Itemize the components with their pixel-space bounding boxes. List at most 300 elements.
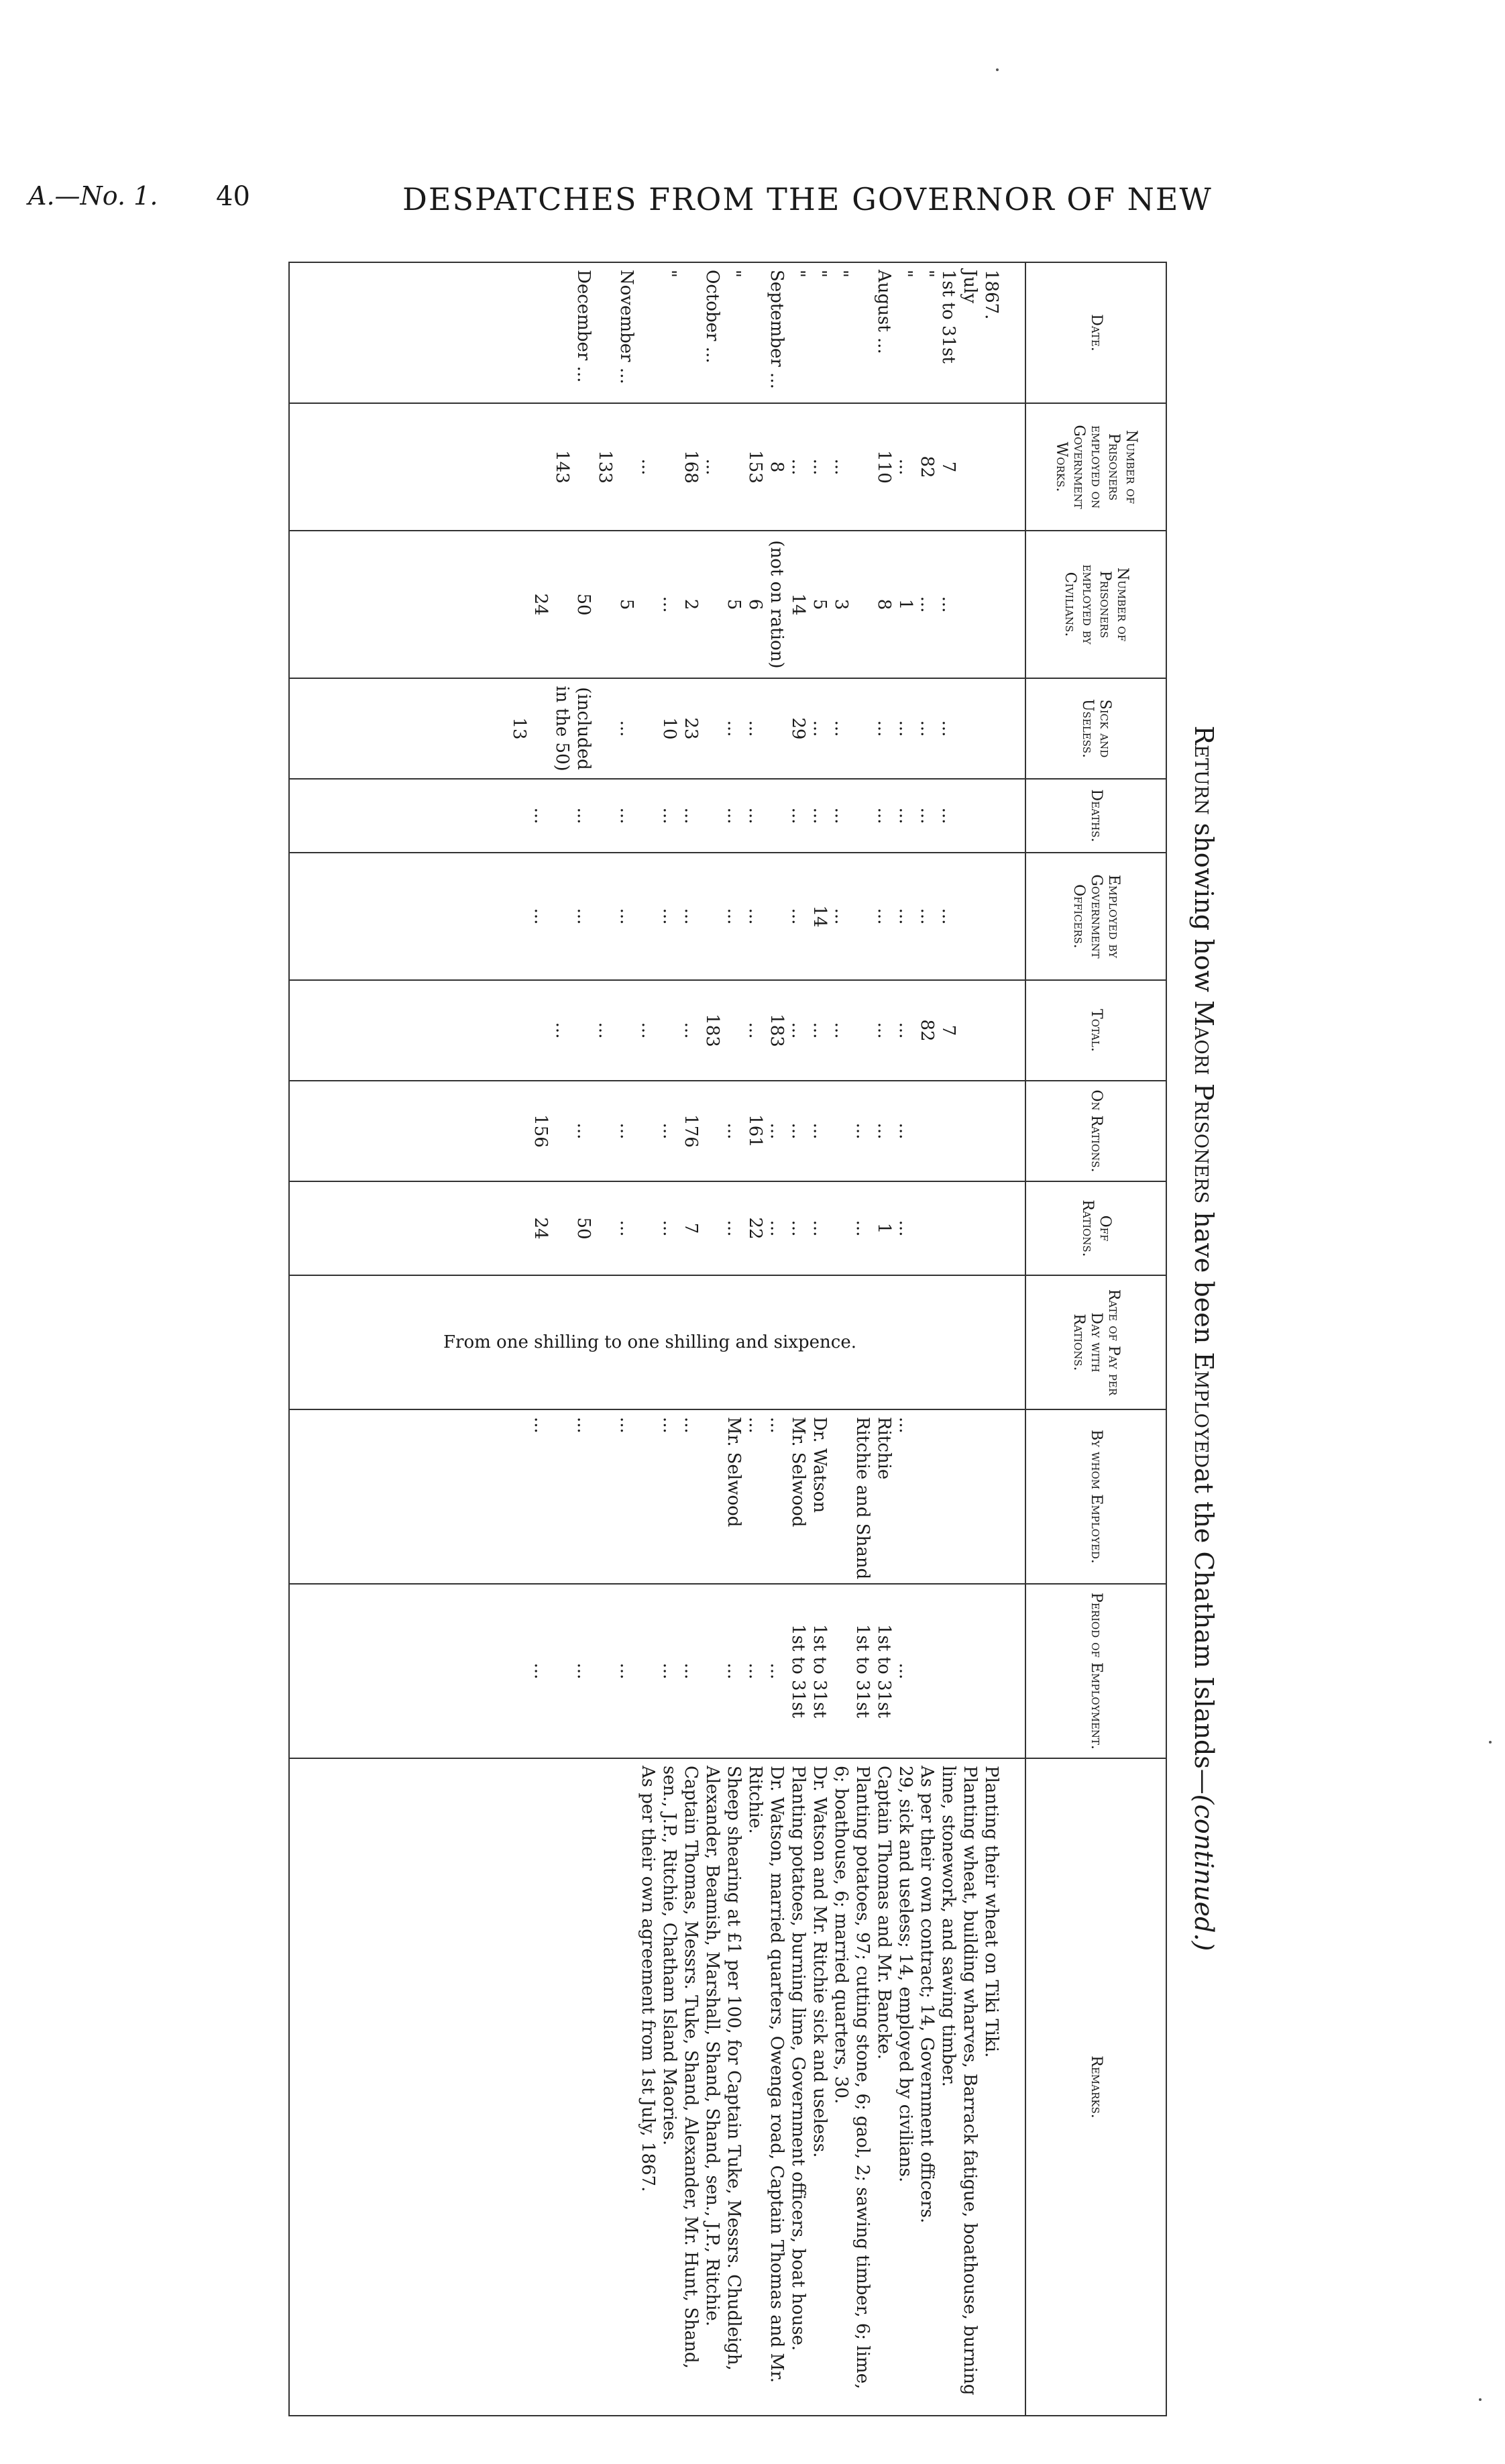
table-cell-line xyxy=(551,538,573,671)
table-cell-line xyxy=(616,411,637,523)
table-cell-line xyxy=(637,538,659,671)
table-cell-line: ... xyxy=(531,1417,551,1434)
table-cell-line: ... xyxy=(745,1417,765,1434)
table-cell-line: ... xyxy=(810,720,830,737)
table-cell-line: ... xyxy=(810,458,830,476)
table-cell-line xyxy=(766,786,787,845)
col-on-rations: On Rations. xyxy=(1025,1081,1166,1181)
table-cell-line xyxy=(981,411,1002,523)
table-cell-line: ... xyxy=(895,908,915,925)
table-cell-line xyxy=(852,538,873,671)
table-cell-line xyxy=(938,1088,959,1174)
table-cell-line: 133 xyxy=(595,450,615,484)
table-cell-line: 7 xyxy=(938,1024,958,1036)
table-cell-line: 8 xyxy=(874,598,894,610)
table-cell-line: ... xyxy=(917,908,937,925)
remarks-list xyxy=(637,1766,1002,2408)
table-cell-line: ... xyxy=(659,1662,679,1680)
table-cell-line xyxy=(916,1417,938,1576)
table-cell-line: ... xyxy=(659,908,679,925)
table-cell-line xyxy=(981,1189,1002,1268)
table-cell-line: Dr. Watson, married quarters, Owenga road, Captain Thomas and Mr. Ritchie. xyxy=(745,1766,787,2383)
table-cell-line: 14 xyxy=(810,905,830,928)
table-cell-line xyxy=(766,860,787,973)
table-cell-line: ... xyxy=(788,807,808,824)
table-cell-line xyxy=(981,538,1002,671)
table-cell-line xyxy=(959,786,981,845)
table-cell-line: ... xyxy=(616,807,636,824)
document-code: A.—No. 1. xyxy=(28,181,158,211)
table-cell-line: 14 xyxy=(788,593,808,616)
table-cell-line xyxy=(637,860,659,973)
title-prisoners: Prisoners xyxy=(1189,1083,1219,1204)
table-cell-line: ... xyxy=(659,1122,679,1140)
table-cell-line: 50 xyxy=(573,1217,594,1240)
table-cell-line: ... xyxy=(767,1122,787,1140)
table-cell-line xyxy=(573,987,594,1073)
table-cell-line xyxy=(959,987,981,1073)
table-cell-line: 7 xyxy=(938,461,958,473)
table-cell-line xyxy=(744,270,766,396)
cell-sick xyxy=(289,678,1025,779)
table-cell-line xyxy=(959,1417,981,1576)
table-cell-line xyxy=(981,1088,1002,1174)
table-cell-line: 23 xyxy=(681,717,701,740)
scan-speck xyxy=(1489,1741,1492,1744)
cell-period xyxy=(289,1584,1025,1758)
table-cell-line: October ... xyxy=(702,270,722,364)
table-cell-line: 183 xyxy=(702,1014,722,1047)
table-cell-line: ... xyxy=(917,807,937,824)
col-total: Total. xyxy=(1025,980,1166,1081)
table-cell-line: ... xyxy=(767,1662,787,1680)
table-cell-line: ... xyxy=(810,1220,830,1237)
table-cell-line: ... xyxy=(573,1122,594,1140)
table-cell-line: " xyxy=(810,270,830,278)
table-cell-line: (not on ration) xyxy=(767,540,787,669)
table-cell-line: 168 xyxy=(681,450,701,484)
table-cell-line: ... xyxy=(938,720,958,737)
table-cell-line: ... xyxy=(938,596,958,613)
col-remarks: Remarks. xyxy=(1025,1758,1166,2416)
table-cell-line xyxy=(830,1417,852,1576)
civilians-list xyxy=(530,538,1002,671)
table-cell-line xyxy=(916,1189,938,1268)
table-cell-line: ... xyxy=(831,807,851,824)
gov-works-list xyxy=(551,411,1002,523)
table-cell-line: ... xyxy=(895,1220,915,1237)
table-cell-line: 1867. xyxy=(981,270,1001,320)
table-cell-line: 1st to 31st xyxy=(938,270,958,364)
cell-gov-officers xyxy=(289,853,1025,980)
cell-on-rations xyxy=(289,1081,1025,1181)
table-cell-line: 2 xyxy=(681,598,701,610)
col-gov-works: Number of Prisoners employed on Government Works. xyxy=(1025,403,1166,531)
table-cell-line xyxy=(959,538,981,671)
date-list xyxy=(573,270,1002,396)
table-cell-line: " xyxy=(724,270,744,278)
table-cell-line: ... xyxy=(788,1122,808,1140)
table-cell-line: ... xyxy=(616,1662,636,1680)
table-cell-line: Captain Thomas and Mr. Bancke. xyxy=(874,1766,894,2060)
table-cell-line: Planting potatoes, burning lime, Government officers, boat house. xyxy=(788,1766,808,2351)
table-cell-line: 110 xyxy=(874,450,894,484)
table-cell-line xyxy=(680,270,702,396)
table-cell-line: ... xyxy=(616,1122,636,1140)
table-cell-line: ... xyxy=(874,1122,894,1140)
table-cell-line: 1 xyxy=(895,598,915,610)
table-cell-line xyxy=(938,1417,959,1576)
by-whom-list xyxy=(530,1417,1002,1580)
table-cell-line: ... xyxy=(745,908,765,925)
table-cell-line: ... xyxy=(767,1220,787,1237)
table-cell-line: ... xyxy=(724,1122,744,1140)
table-cell-line: ... xyxy=(938,807,958,824)
table-cell-line xyxy=(551,860,573,973)
table-cell-line xyxy=(938,1591,959,1751)
table-cell-line xyxy=(594,1189,616,1268)
table-cell-line xyxy=(830,1189,852,1268)
table-cell-line xyxy=(702,1417,723,1576)
table-cell-line xyxy=(981,1417,1002,1576)
col-deaths: Deaths. xyxy=(1025,779,1166,853)
col-rate: Rate of Pay per Day with Rations. xyxy=(1025,1275,1166,1409)
table-cell-line: ... xyxy=(895,1022,915,1039)
table-cell-line: ... xyxy=(552,1022,572,1039)
table-cell-line xyxy=(637,1088,659,1174)
table-cell-line: ... xyxy=(616,1220,636,1237)
table-cell-line xyxy=(852,987,873,1073)
col-date: Date. xyxy=(1025,262,1166,403)
table-cell-line: 82 xyxy=(917,456,937,478)
table-cell-line: ... xyxy=(745,1022,765,1039)
sick-list xyxy=(508,686,1002,771)
table-cell-line xyxy=(594,538,616,671)
cell-gov-works xyxy=(289,403,1025,531)
rate-note: From one shilling to one shilling and sixpence. xyxy=(443,1332,856,1352)
table-cell-line xyxy=(702,786,723,845)
table-cell-line: ... xyxy=(616,720,636,737)
table-cell-line: ... xyxy=(895,1417,915,1434)
table-cell-line: ... xyxy=(938,908,958,925)
table-cell-line: ... xyxy=(573,1662,594,1680)
table-cell-line: 10 xyxy=(659,717,679,740)
table-cell-line xyxy=(530,686,551,771)
table-cell-line xyxy=(981,860,1002,973)
table-cell-line: 161 xyxy=(745,1114,765,1148)
table-cell-line: Mr. Selwood xyxy=(788,1417,808,1528)
table-cell-line: ... xyxy=(616,1417,636,1434)
table-cell-line: in the 50) xyxy=(552,686,572,771)
table-cell-line: 176 xyxy=(681,1114,701,1148)
table-cell-line xyxy=(959,860,981,973)
table-cell-line: (included xyxy=(573,687,594,770)
table-cell-line xyxy=(702,860,723,973)
table-cell-line: 22 xyxy=(745,1217,765,1240)
table-cell-line: ... xyxy=(831,720,851,737)
table-cell-line: 50 xyxy=(573,593,594,616)
cell-off-rations xyxy=(289,1181,1025,1275)
table-cell-line: Planting wheat, building wharves, Barrack fatigue, boathouse, burning lime, stonework, and sawing timber. xyxy=(938,1766,980,2396)
table-cell-line: ... xyxy=(595,1022,615,1039)
table-cell-line: ... xyxy=(681,807,701,824)
table-cell-line: ... xyxy=(573,908,594,925)
table-cell-line: ... xyxy=(810,1122,830,1140)
gov-officers-list xyxy=(530,860,1002,973)
table-cell-line: 1st to 31st xyxy=(810,1624,830,1718)
table-cell-line: ... xyxy=(681,1417,701,1434)
table-cell-line xyxy=(551,1591,573,1751)
table-cell-line: " xyxy=(917,270,937,278)
table-cell-line: ... xyxy=(745,1662,765,1680)
table-cell-line: ... xyxy=(745,807,765,824)
rotated-return-table xyxy=(285,262,1224,2415)
table-cell-line xyxy=(594,270,616,396)
title-rest: at the Chatham Islands— xyxy=(1189,1468,1219,1795)
cell-civilians xyxy=(289,531,1025,678)
cell-total xyxy=(289,980,1025,1081)
table-cell-line: ... xyxy=(531,807,551,824)
table-cell-line: 8 xyxy=(767,461,787,473)
title-continued: (continued.) xyxy=(1189,1794,1219,1951)
table-cell-line: ... xyxy=(531,908,551,925)
table-cell-line xyxy=(702,686,723,771)
table-cell-line xyxy=(723,411,744,523)
table-cell-line: ... xyxy=(874,1022,894,1039)
table-cell-line: ... xyxy=(638,458,658,476)
table-cell-line: ... xyxy=(681,1662,701,1680)
table-cell-line: ... xyxy=(831,458,851,476)
table-title xyxy=(1184,262,1224,2415)
table-cell-line: ... xyxy=(852,1220,873,1237)
table-cell-line: ... xyxy=(724,1220,744,1237)
table-cell-line: ... xyxy=(659,807,679,824)
table-cell-line: 3 xyxy=(831,598,851,610)
table-cell-line: ... xyxy=(810,807,830,824)
table-cell-line: As per their own contract; 14, Government officers. xyxy=(917,1766,937,2224)
table-cell-line: ... xyxy=(831,1022,851,1039)
table-cell-line xyxy=(551,1417,573,1576)
table-cell-line xyxy=(551,1189,573,1268)
table-cell-line: Mr. Selwood xyxy=(724,1417,744,1528)
on-rations-list xyxy=(530,1088,1002,1174)
table-cell-line: Dr. Watson xyxy=(810,1417,830,1513)
table-cell-line xyxy=(551,1088,573,1174)
table-cell-line: ... xyxy=(895,1122,915,1140)
table-cell-line xyxy=(852,786,873,845)
header-row xyxy=(1025,262,1166,2416)
table-cell-line xyxy=(959,411,981,523)
table-cell-line: ... xyxy=(681,908,701,925)
table-cell-line: ... xyxy=(616,908,636,925)
table-cell-line: 13 xyxy=(509,717,529,740)
table-cell-line: ... xyxy=(724,1662,744,1680)
col-off-rations: Off Rations. xyxy=(1025,1181,1166,1275)
table-cell-line xyxy=(981,686,1002,771)
table-cell-line xyxy=(981,1591,1002,1751)
title-text: showing how xyxy=(1189,822,1219,993)
table-cell-line: 153 xyxy=(745,450,765,484)
table-cell-line: December ... xyxy=(573,270,594,383)
table-cell-line xyxy=(616,987,637,1073)
table-cell-line: ... xyxy=(788,1022,808,1039)
title-employed: Employed xyxy=(1189,1352,1219,1468)
total-list xyxy=(551,987,1002,1073)
table-cell-line: 156 xyxy=(531,1114,551,1148)
table-cell-line: 1 xyxy=(874,1222,894,1234)
table-cell-line: 1st to 31st xyxy=(788,1624,808,1718)
table-cell-line xyxy=(852,860,873,973)
table-cell-line xyxy=(573,411,594,523)
table-cell-line: 143 xyxy=(552,450,572,484)
scan-speck xyxy=(1479,2398,1482,2401)
table-cell-line xyxy=(981,786,1002,845)
table-cell-line: ... xyxy=(895,1662,915,1680)
table-cell-line: 5 xyxy=(724,598,744,610)
table-cell-line xyxy=(959,1591,981,1751)
table-cell-line: ... xyxy=(724,807,744,824)
table-cell-line: 24 xyxy=(531,1217,551,1240)
table-cell-line: ... xyxy=(681,1022,701,1039)
title-have-been: have been xyxy=(1189,1212,1219,1344)
table-cell-line: Captain Thomas, Messrs. Tuke, Shand, Alexander, Mr. Hunt, Shand, sen., J.P., Ritchie, Chatham Island Maories. xyxy=(659,1766,701,2369)
table-cell-line: July xyxy=(960,270,980,304)
table-cell-line: 7 xyxy=(681,1222,701,1234)
table-cell-line xyxy=(702,538,723,671)
table-cell-line: 82 xyxy=(917,1019,937,1042)
table-cell-line: ... xyxy=(788,908,808,925)
off-rations-list xyxy=(530,1189,1002,1268)
table-cell-line: Dr. Watson and Mr. Ritchie sick and useless. xyxy=(810,1766,830,2158)
table-cell-line: ... xyxy=(573,1417,594,1434)
table-cell-line xyxy=(637,1189,659,1268)
title-maori: Maori xyxy=(1189,1000,1219,1075)
table-cell-line: 5 xyxy=(810,598,830,610)
table-cell-line: ... xyxy=(895,720,915,737)
table-cell-line: ... xyxy=(895,458,915,476)
table-cell-line xyxy=(723,987,744,1073)
col-gov-officers: Employed by Government Officers. xyxy=(1025,853,1166,980)
table-cell-line: ... xyxy=(917,720,937,737)
table-cell-line xyxy=(637,1417,659,1576)
table-cell-line: ... xyxy=(745,720,765,737)
table-cell-line: 1st to 31st xyxy=(852,1624,873,1718)
table-cell-line xyxy=(702,1189,723,1268)
table-cell-line: 6 xyxy=(745,598,765,610)
table-cell-line xyxy=(594,1591,616,1751)
table-cell-line: " xyxy=(659,270,679,278)
table-cell-line xyxy=(852,686,873,771)
page-number: 40 xyxy=(216,181,250,212)
table-cell-line xyxy=(852,411,873,523)
table-cell-line: ... xyxy=(852,1122,873,1140)
table-cell-line xyxy=(637,686,659,771)
table-cell-line: ... xyxy=(810,1022,830,1039)
table-cell-line xyxy=(637,270,659,396)
table-cell-line: ... xyxy=(917,596,937,613)
table-cell-line: ... xyxy=(874,720,894,737)
table-cell-line: Ritchie xyxy=(874,1417,894,1480)
table-cell-line xyxy=(981,987,1002,1073)
table-cell-line: Sheep shearing at £1 per 100, for Captain Tuke, Messrs. Chudleigh, Alexander, Beamish, Marshall, Shand, Shand, sen., J.P., Ritchie. xyxy=(702,1766,744,2371)
table-cell-line: ... xyxy=(874,908,894,925)
table-cell-line: 183 xyxy=(767,1014,787,1047)
table-cell-line: ... xyxy=(573,807,594,824)
table-cell-line: ... xyxy=(638,1022,658,1039)
table-cell-line: Planting potatoes, 97; cutting stone, 6; gaol, 2; sawing timber, 6; lime, 6; boathouse, 6; married quarters, 30. xyxy=(831,1766,873,2390)
table-cell-line: September ... xyxy=(767,270,787,389)
table-cell-line xyxy=(916,1088,938,1174)
cell-rate xyxy=(289,1275,1025,1409)
table-cell-line: As per their own agreement from 1st July, 1867. xyxy=(638,1766,658,2192)
table-cell-line: 1st to 31st xyxy=(874,1624,894,1718)
cell-deaths xyxy=(289,779,1025,853)
page-header xyxy=(0,181,1505,221)
table-cell-line: " xyxy=(895,270,915,278)
table-cell-line xyxy=(637,786,659,845)
prisoners-table xyxy=(288,262,1167,2416)
table-cell-line xyxy=(594,860,616,973)
table-cell-line xyxy=(594,1417,616,1576)
table-cell-line: ... xyxy=(724,720,744,737)
table-cell-line: ... xyxy=(531,1662,551,1680)
table-cell-line xyxy=(659,411,680,523)
deaths-list xyxy=(530,786,1002,845)
table-cell-line: ... xyxy=(702,458,722,476)
table-cell-line: ... xyxy=(724,908,744,925)
table-cell-line: " xyxy=(831,270,851,278)
table-cell-line: Ritchie and Shand xyxy=(852,1417,873,1580)
table-cell-line xyxy=(959,1088,981,1174)
col-by-whom: By whom Employed. xyxy=(1025,1409,1166,1584)
table-cell-line: 5 xyxy=(616,598,636,610)
table-cell-line xyxy=(594,1088,616,1174)
table-cell-line xyxy=(637,1591,659,1751)
table-cell-line xyxy=(766,686,787,771)
table-cell-line xyxy=(594,686,616,771)
table-cell-line: November ... xyxy=(616,270,636,384)
table-cell-line xyxy=(702,1088,723,1174)
table-cell-line: ... xyxy=(659,1220,679,1237)
table-cell-line xyxy=(702,1591,723,1751)
table-cell-line: 24 xyxy=(531,593,551,616)
table-cell-line: ... xyxy=(895,807,915,824)
table-cell-line xyxy=(959,1189,981,1268)
table-cell-line: ... xyxy=(659,596,679,613)
table-cell-line xyxy=(659,987,680,1073)
cell-date xyxy=(289,262,1025,403)
scan-speck xyxy=(996,68,999,71)
col-period: Period of Employment. xyxy=(1025,1584,1166,1758)
table-cell-line: ... xyxy=(874,807,894,824)
table-cell-line xyxy=(551,786,573,845)
table-cell-line xyxy=(959,686,981,771)
table-cell-line: August ... xyxy=(874,270,894,354)
table-cell-line: 29, sick and useless; 14, employed by civilians. xyxy=(895,1766,915,2183)
table-cell-line xyxy=(938,1189,959,1268)
table-cell-line xyxy=(916,1591,938,1751)
period-list xyxy=(530,1591,1002,1751)
cell-by-whom xyxy=(289,1409,1025,1584)
title-return: Return xyxy=(1189,725,1219,815)
table-cell-line xyxy=(830,1591,852,1751)
table-cell-line xyxy=(594,786,616,845)
table-cell-line: " xyxy=(788,270,808,278)
table-cell-line xyxy=(830,1088,852,1174)
table-body-row xyxy=(289,262,1025,2416)
cell-remarks xyxy=(289,1758,1025,2416)
table-cell-line: ... xyxy=(659,1417,679,1434)
